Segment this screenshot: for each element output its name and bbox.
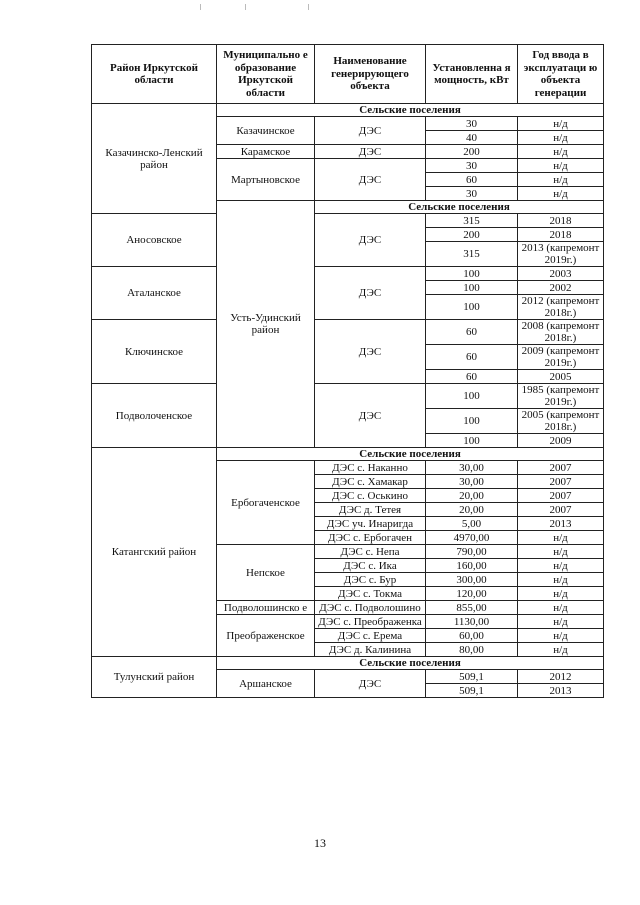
object-cell: ДЭС	[315, 145, 426, 159]
power-cell: 100	[426, 267, 518, 281]
power-cell: 300,00	[426, 573, 518, 587]
municipality-cell: Преображенское	[217, 615, 315, 657]
power-cell: 60	[426, 370, 518, 384]
object-cell: ДЭС с. Ерема	[315, 629, 426, 643]
year-cell: н/д	[518, 187, 604, 201]
section-label: Сельские поселения	[217, 104, 604, 117]
year-cell: 2013 (капремонт 2019г.)	[518, 242, 604, 267]
power-cell: 30	[426, 159, 518, 173]
power-cell: 200	[426, 145, 518, 159]
object-cell: ДЭС	[315, 117, 426, 145]
year-cell: 2013	[518, 684, 604, 698]
year-cell: 2003	[518, 267, 604, 281]
municipality-cell: Подволошинско е	[217, 601, 315, 615]
municipality-cell: Аталанское	[92, 267, 217, 320]
power-cell: 20,00	[426, 503, 518, 517]
object-cell: ДЭС д. Калинина	[315, 643, 426, 657]
year-cell: 2005	[518, 370, 604, 384]
object-cell: ДЭС с. Токма	[315, 587, 426, 601]
year-cell: 2012 (капремонт 2018г.)	[518, 295, 604, 320]
year-cell: н/д	[518, 173, 604, 187]
power-cell: 100	[426, 295, 518, 320]
object-cell: ДЭС д. Тетея	[315, 503, 426, 517]
object-cell: ДЭС с. Подволошино	[315, 601, 426, 615]
power-cell: 509,1	[426, 684, 518, 698]
scan-mark	[200, 4, 201, 10]
municipality-cell: Ключинское	[92, 320, 217, 384]
generation-table	[91, 44, 604, 698]
year-cell: н/д	[518, 117, 604, 131]
power-cell: 855,00	[426, 601, 518, 615]
district-cell: Усть-Удинский район	[217, 201, 315, 448]
object-cell: ДЭС с. Хамакар	[315, 475, 426, 489]
year-cell: 2007	[518, 503, 604, 517]
municipality-cell: Аносовское	[92, 214, 217, 267]
year-cell: 1985 (капремонт 2019г.)	[518, 384, 604, 409]
power-cell: 100	[426, 409, 518, 434]
object-cell: ДЭС с. Оськино	[315, 489, 426, 503]
municipality-cell: Ербогаченское	[217, 461, 315, 545]
header-district: Район Иркутской области	[92, 45, 217, 104]
object-cell: ДЭС с. Бур	[315, 573, 426, 587]
year-cell: 2007	[518, 489, 604, 503]
municipality-cell: Казачинское	[217, 117, 315, 145]
year-cell: 2009	[518, 434, 604, 448]
municipality-cell: Подволоченское	[92, 384, 217, 448]
power-cell: 100	[426, 281, 518, 295]
object-cell: ДЭС с. Ика	[315, 559, 426, 573]
district-cell: Катангский район	[92, 448, 217, 657]
table-row	[92, 104, 604, 117]
section-label: Сельские поселения	[217, 448, 604, 461]
year-cell: 2013	[518, 517, 604, 531]
object-cell: ДЭС	[315, 267, 426, 320]
power-cell: 40	[426, 131, 518, 145]
municipality-cell: Мартыновское	[217, 159, 315, 201]
object-cell: ДЭС	[315, 159, 426, 201]
power-cell: 5,00	[426, 517, 518, 531]
header-object: Наименование генерирующего объекта	[315, 45, 426, 104]
table-row	[92, 384, 604, 409]
power-cell: 120,00	[426, 587, 518, 601]
year-cell: н/д	[518, 587, 604, 601]
year-cell: н/д	[518, 643, 604, 657]
table-header	[92, 45, 604, 104]
power-cell: 100	[426, 384, 518, 409]
district-cell: Казачинско-Ленский район	[92, 104, 217, 214]
year-cell: н/д	[518, 531, 604, 545]
power-cell: 160,00	[426, 559, 518, 573]
power-cell: 20,00	[426, 489, 518, 503]
table-row	[92, 214, 604, 228]
object-cell: ДЭС с. Преображенка	[315, 615, 426, 629]
object-cell: ДЭС	[315, 670, 426, 698]
municipality-cell: Непское	[217, 545, 315, 601]
header-power: Установленна я мощность, кВт	[426, 45, 518, 104]
year-cell: н/д	[518, 629, 604, 643]
year-cell: н/д	[518, 159, 604, 173]
power-cell: 200	[426, 228, 518, 242]
scan-mark	[245, 4, 246, 10]
year-cell: н/д	[518, 545, 604, 559]
year-cell: 2007	[518, 475, 604, 489]
power-cell: 315	[426, 242, 518, 267]
object-cell: ДЭС с. Ербогачен	[315, 531, 426, 545]
power-cell: 30,00	[426, 461, 518, 475]
year-cell: 2018	[518, 228, 604, 242]
year-cell: н/д	[518, 145, 604, 159]
power-cell: 509,1	[426, 670, 518, 684]
year-cell: н/д	[518, 573, 604, 587]
year-cell: н/д	[518, 131, 604, 145]
year-cell: 2002	[518, 281, 604, 295]
year-cell: 2007	[518, 461, 604, 475]
year-cell: н/д	[518, 615, 604, 629]
object-cell: ДЭС с. Непа	[315, 545, 426, 559]
table-row	[92, 657, 604, 670]
power-cell: 60	[426, 345, 518, 370]
year-cell: н/д	[518, 559, 604, 573]
year-cell: 2008 (капремонт 2018г.)	[518, 320, 604, 345]
scan-mark	[308, 4, 309, 10]
district-cell: Тулунский район	[92, 657, 217, 698]
power-cell: 4970,00	[426, 531, 518, 545]
power-cell: 30	[426, 117, 518, 131]
object-cell: ДЭС	[315, 320, 426, 384]
power-cell: 30	[426, 187, 518, 201]
power-cell: 1130,00	[426, 615, 518, 629]
object-cell: ДЭС с. Наканно	[315, 461, 426, 475]
object-cell: ДЭС уч. Инаригда	[315, 517, 426, 531]
municipality-cell: Карамское	[217, 145, 315, 159]
object-cell: ДЭС	[315, 214, 426, 267]
table-row	[92, 320, 604, 345]
power-cell: 100	[426, 434, 518, 448]
year-cell: н/д	[518, 601, 604, 615]
power-cell: 60	[426, 320, 518, 345]
header-year: Год ввода в эксплуатаци ю объекта генерации	[518, 45, 604, 104]
power-cell: 60,00	[426, 629, 518, 643]
municipality-cell: Аршанское	[217, 670, 315, 698]
year-cell: 2005 (капремонт 2018г.)	[518, 409, 604, 434]
header-municipality: Муниципально е образование Иркутской области	[217, 45, 315, 104]
table-row	[92, 267, 604, 281]
object-cell: ДЭС	[315, 384, 426, 448]
section-label: Сельские поселения	[217, 657, 604, 670]
power-cell: 80,00	[426, 643, 518, 657]
section-label: Сельские поселения	[315, 201, 604, 214]
year-cell: 2009 (капремонт 2019г.)	[518, 345, 604, 370]
power-cell: 30,00	[426, 475, 518, 489]
table-row	[92, 448, 604, 461]
power-cell: 315	[426, 214, 518, 228]
page-number: 13	[314, 836, 326, 850]
power-cell: 60	[426, 173, 518, 187]
power-cell: 790,00	[426, 545, 518, 559]
year-cell: 2012	[518, 670, 604, 684]
year-cell: 2018	[518, 214, 604, 228]
